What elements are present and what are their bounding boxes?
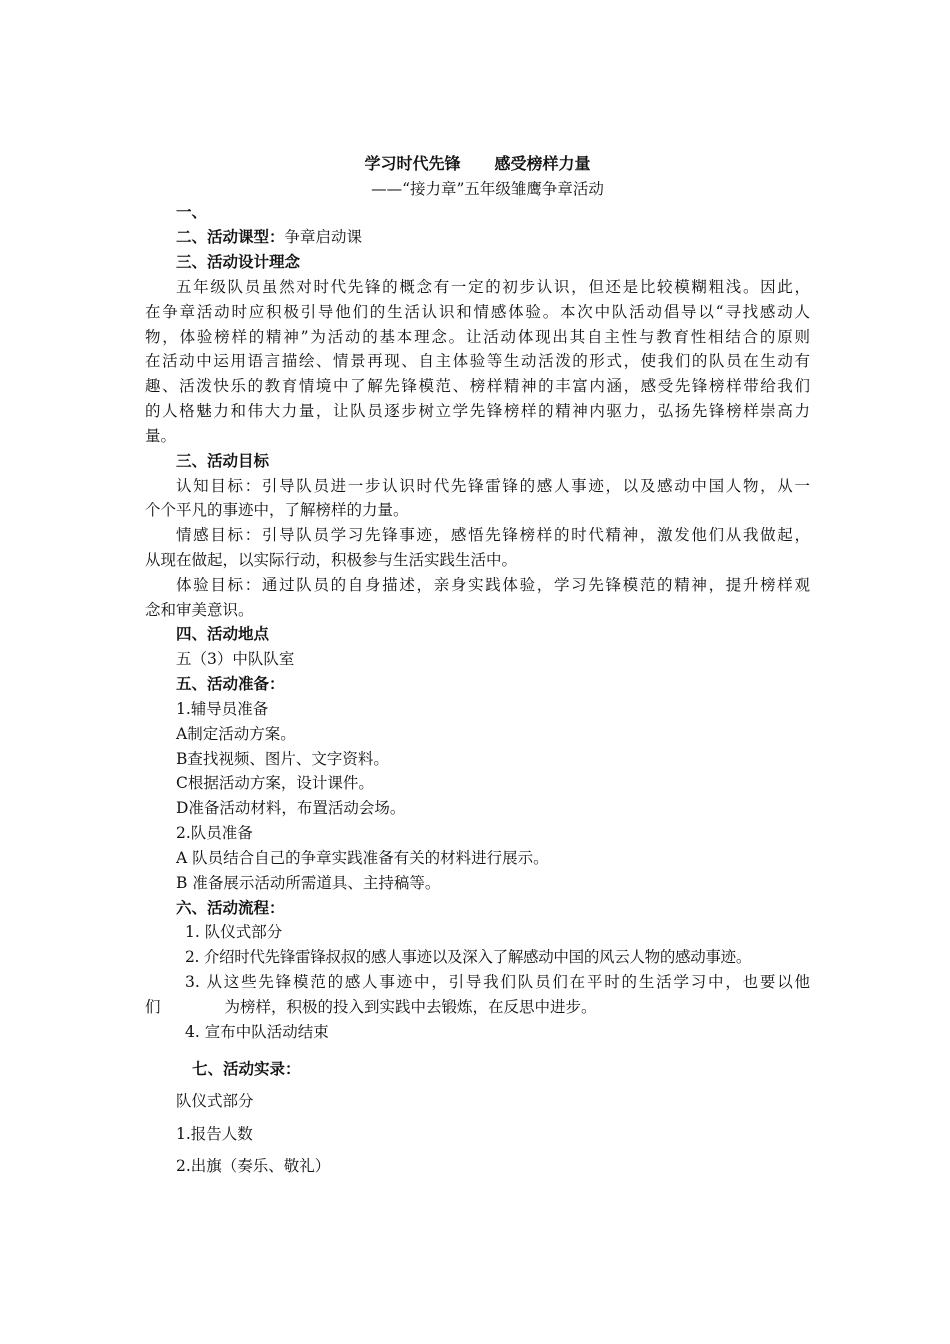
paragraph-line: 五年级队员虽然对时代先锋的概念有一定的初步认识，但还是比较模糊粗浅。因此，	[176, 278, 810, 296]
prep-item: D准备活动材料，布置活动会场。	[176, 799, 406, 817]
section-6-heading: 五、活动准备：	[176, 674, 285, 693]
section-2-heading: 二、活动课型：	[176, 227, 285, 246]
title-part-2: 感受榜样力量	[494, 154, 591, 173]
goal-experience-line: 体验目标：通过队员的自身描述，亲身实践体验，学习先锋模范的精神，提升榜样观	[176, 576, 810, 594]
section-2	[176, 228, 810, 246]
goal-emotion-line: 从现在做起，以实际行动，积极参与生活实践生活中。	[145, 551, 518, 569]
flow-item-continued	[145, 998, 810, 1016]
prep-item: 2.队员准备	[176, 824, 253, 842]
flow-item: 3. 从这些先锋模范的感人事迹中，引导我们队员们在平时的生活学习中，也要以他	[185, 973, 810, 991]
section-2-body: 争章启动课	[284, 228, 363, 246]
flow-item: 2. 介绍时代先锋雷锋叔叔的感人事迹以及深入了解感动中国的风云人物的感动事迹。	[185, 948, 752, 966]
record-item: 1.报告人数	[176, 1125, 253, 1143]
section-7-heading: 六、活动流程：	[176, 898, 285, 917]
flow-item-continued-left: 们	[145, 998, 161, 1016]
prep-item: B查找视频、图片、文字资料。	[176, 750, 389, 768]
section-5-heading: 四、活动地点	[176, 624, 270, 643]
section-4-heading: 三、活动目标	[176, 451, 270, 470]
document-subtitle: ——“接力章”五年级雏鹰争章活动	[371, 180, 604, 198]
paragraph-line: 在活动中运用语言描绘、情景再现、自主体验等生动活泼的形式，使我们的队员在生动有	[145, 352, 810, 370]
record-item: 队仪式部分	[176, 1092, 254, 1110]
paragraph-line: 量。	[145, 427, 177, 445]
flow-item: 4. 宣布中队活动结束	[185, 1023, 329, 1041]
document-title	[145, 151, 810, 174]
prep-item: A制定活动方案。	[176, 725, 296, 743]
activity-place: 五（3）中队队室	[176, 650, 295, 668]
paragraph-line: 在争章活动时应积极引导他们的生活认识和情感体验。本次中队活动倡导以“寻找感动人	[145, 303, 810, 321]
flow-item-continued-right: 为榜样，积极的投入到实践中去锻炼，在反思中进步。	[224, 998, 597, 1016]
goal-emotion-line: 情感目标：引导队员学习先锋事迹，感悟先锋榜样的时代精神，激发他们从我做起，	[176, 526, 810, 544]
paragraph-line: 的人格魅力和伟大力量，让队员逐步树立学先锋榜样的精神内驱力，弘扬先锋榜样崇高力	[145, 402, 810, 420]
goal-experience-line: 念和审美意识。	[145, 601, 254, 619]
record-item: 2.出旗（奏乐、敬礼）	[176, 1157, 331, 1175]
flow-item: 1. 队仪式部分	[185, 923, 283, 941]
section-3-heading: 三、活动设计理念	[176, 252, 301, 271]
paragraph-line: 物，体验榜样的精神”为活动的基本理念。让活动体现出其自主性与教育性相结合的原则	[145, 328, 810, 346]
prep-item: C根据活动方案，设计课件。	[176, 774, 374, 792]
prep-item: 1.辅导员准备	[176, 700, 269, 718]
prep-item: B 准备展示活动所需道具、主持稿等。	[176, 874, 441, 892]
section-1-heading: 一、	[176, 202, 208, 221]
goal-cognitive-line: 个个平凡的事迹中，了解榜样的力量。	[145, 501, 409, 519]
prep-item: A 队员结合自己的争章实践准备有关的材料进行展示。	[176, 849, 549, 867]
goal-cognitive-line: 认知目标：引导队员进一步认识时代先锋雷锋的感人事迹，以及感动中国人物，从一	[176, 477, 810, 495]
section-8-heading: 七、活动实录：	[192, 1059, 301, 1078]
paragraph-line: 趣、活泼快乐的教育情境中了解先锋模范、榜样精神的丰富内涵，感受先锋榜样带给我们	[145, 377, 810, 395]
title-part-1: 学习时代先锋	[364, 154, 461, 173]
